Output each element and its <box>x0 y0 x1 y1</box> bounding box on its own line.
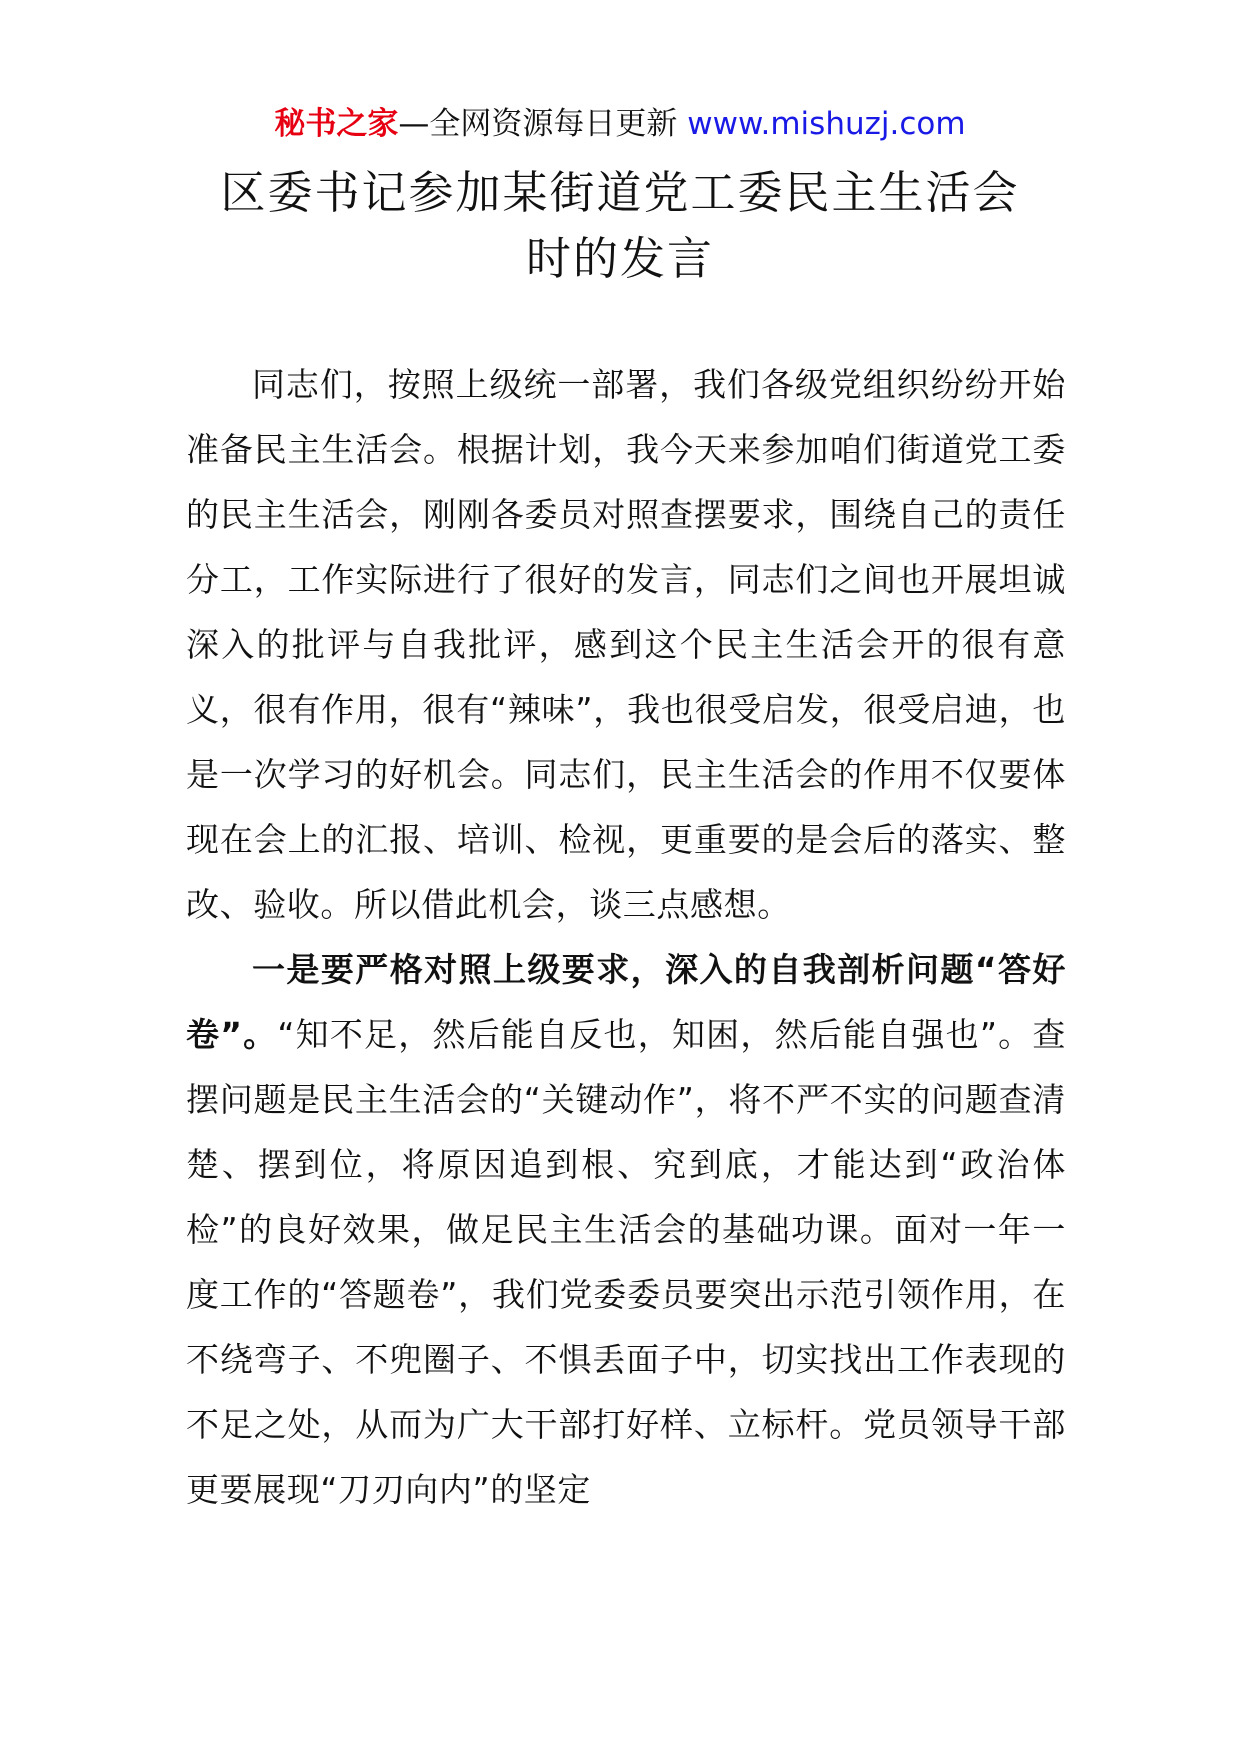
paragraph-point-one <box>186 937 1066 1522</box>
paragraph-point-one-text: “知不足，然后能自反也，知困，然后能自强也”。查摆问题是民主生活会的“关键动作”，将不严不实的问题查清楚、摆到位，将原因追到根、究到底，才能达到“政治体检”的良好效果，做足民主生活会的基础功课。面对一年一度工作的“答题卷”，我们党委委员要突出示范引领作用，在不绕弯子、不兜圈子、不惧丢面子中，切实找出工作表现的不足之处，从而为广大干部打好样、立标杆。党员领导干部更要展现“刀刃向内”的坚定 <box>186 1015 1066 1509</box>
site-tagline: —全网资源每日更新 <box>398 106 688 142</box>
site-brand: 秘书之家 <box>274 106 399 142</box>
paragraph-point-one-lead: 一是要严格对照上级要求，深入的自我剖析问题“答好卷”。 <box>186 950 1066 1054</box>
document-body <box>186 352 1066 1522</box>
title-line-1: 区委书记参加某街道党工委民主生活会 <box>220 166 1020 219</box>
paragraph-intro-text: 同志们，按照上级统一部署，我们各级党组织纷纷开始准备民主生活会。根据计划，我今天来参加咱们街道党工委的民主生活会，刚刚各委员对照查摆要求，围绕自己的责任分工，工作实际进行了很好的发言，同志们之间也开展坦诚深入的批评与自我批评，感到这个民主生活会开的很有意义，很有作用，很有“辣味”，我也很受启发，很受启迪，也是一次学习的好机会。同志们，民主生活会的作用不仅要体现在会上的汇报、培训、检视，更重要的是会后的落实、整改、验收。所以借此机会，谈三点感想。 <box>186 365 1066 924</box>
site-header <box>0 102 1240 146</box>
paragraph-intro <box>186 352 1066 937</box>
document-title <box>150 160 1090 292</box>
title-line-2: 时的发言 <box>525 232 714 285</box>
site-url: www.mishuzj.com <box>687 106 966 142</box>
